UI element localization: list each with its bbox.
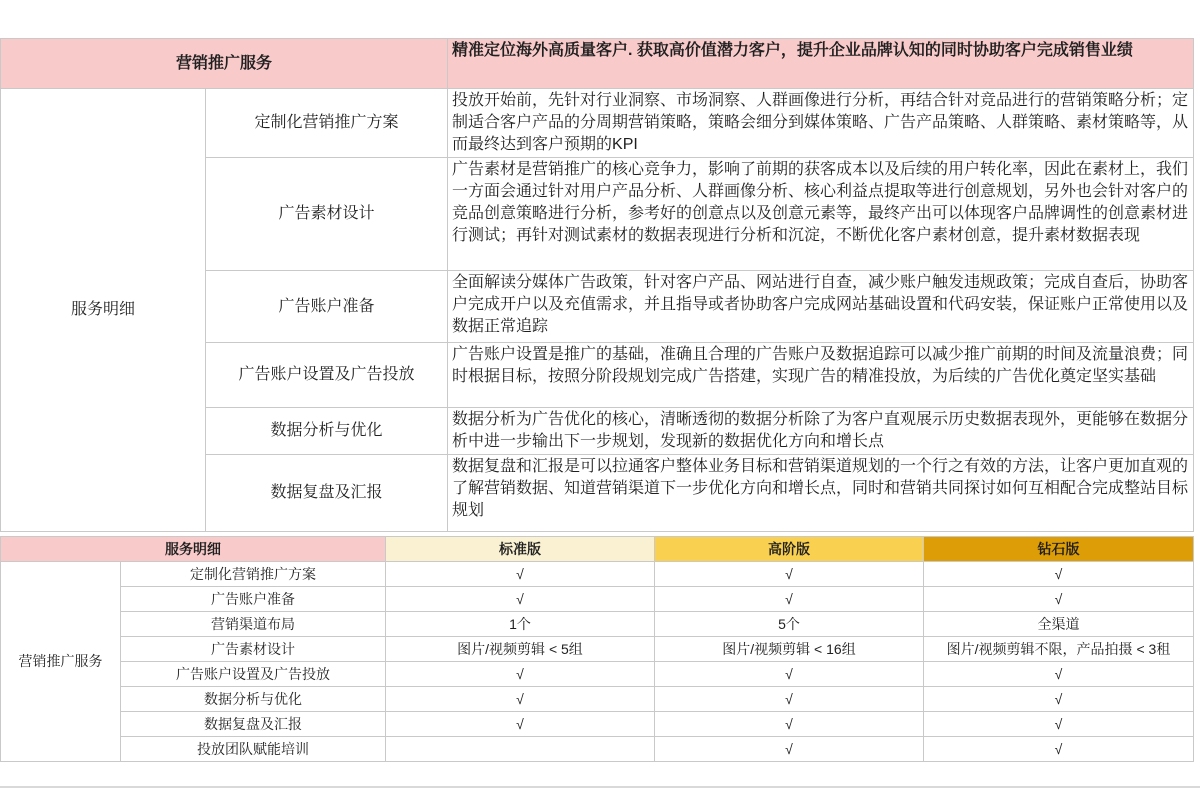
row-label-data-review: 数据复盘及汇报: [121, 712, 386, 737]
cell-advanced: √: [655, 737, 924, 762]
row-label-account-prep: 广告账户准备: [121, 587, 386, 612]
plan-header-diamond: 钻石版: [924, 537, 1194, 562]
row-label-data-analysis: 数据分析与优化: [121, 687, 386, 712]
table1-title: 营销推广服务: [1, 39, 448, 89]
service-label-creative-design: 广告素材设计: [206, 158, 448, 271]
cell-standard: √: [386, 562, 655, 587]
plan-comparison-table: [0, 536, 1194, 762]
cell-diamond: √: [924, 687, 1194, 712]
row-label-account-setup: 广告账户设置及广告投放: [121, 662, 386, 687]
service-label-account-prep: 广告账户准备: [206, 271, 448, 343]
table1-group-label: 服务明细: [1, 89, 206, 532]
cell-standard: √: [386, 662, 655, 687]
service-desc-account-prep: 全面解读分媒体广告政策，针对客户产品、网站进行自查，减少账户触发违规政策；完成自查后，协助客户完成开户以及充值需求，并且指导或者协助客户完成网站基础设置和代码安装，保证账户正常使用以及数据正常追踪: [448, 271, 1194, 343]
cell-standard: [386, 737, 655, 762]
cell-standard: √: [386, 712, 655, 737]
row-label-custom-plan: 定制化营销推广方案: [121, 562, 386, 587]
table2-title: 服务明细: [1, 537, 386, 562]
row-label-creative-design: 广告素材设计: [121, 637, 386, 662]
table2-group-label: 营销推广服务: [1, 562, 121, 762]
cell-standard: √: [386, 587, 655, 612]
cell-standard: √: [386, 687, 655, 712]
cell-advanced: 5个: [655, 612, 924, 637]
cell-advanced: √: [655, 662, 924, 687]
service-desc-custom-plan: 投放开始前，先针对行业洞察、市场洞察、人群画像进行分析，再结合针对竞品进行的营销策略分析；定制适合客户产品的分周期营销策略，策略会细分到媒体策略、广告产品策略、人群策略、素材策略等，从而最终达到客户预期的KPI: [448, 89, 1194, 158]
page-bottom-divider: [0, 786, 1200, 788]
cell-diamond: √: [924, 662, 1194, 687]
plan-header-advanced: 高阶版: [655, 537, 924, 562]
row-label-team-training: 投放团队赋能培训: [121, 737, 386, 762]
cell-diamond: √: [924, 587, 1194, 612]
cell-advanced: √: [655, 562, 924, 587]
table1-summary: 精准定位海外高质量客户. 获取高价值潜力客户，提升企业品牌认知的同时协助客户完成销售业绩: [448, 39, 1194, 89]
cell-advanced: 图片/视频剪辑 < 16组: [655, 637, 924, 662]
plan-header-standard: 标准版: [386, 537, 655, 562]
cell-standard: 1个: [386, 612, 655, 637]
cell-diamond: √: [924, 712, 1194, 737]
row-label-channel-layout: 营销渠道布局: [121, 612, 386, 637]
service-label-custom-plan: 定制化营销推广方案: [206, 89, 448, 158]
cell-diamond: 图片/视频剪辑不限，产品拍摄 < 3租: [924, 637, 1194, 662]
service-desc-account-setup: 广告账户设置是推广的基础，准确且合理的广告账户及数据追踪可以减少推广前期的时间及流量浪费；同时根据目标，按照分阶段规划完成广告搭建，实现广告的精准投放，为后续的广告优化奠定坚实基础: [448, 343, 1194, 408]
cell-diamond: √: [924, 737, 1194, 762]
cell-diamond: √: [924, 562, 1194, 587]
service-label-account-setup: 广告账户设置及广告投放: [206, 343, 448, 408]
cell-advanced: √: [655, 687, 924, 712]
service-desc-creative-design: 广告素材是营销推广的核心竞争力，影响了前期的获客成本以及后续的用户转化率，因此在素材上，我们一方面会通过针对用户产品分析、人群画像分析、核心利益点提取等进行创意规划，另外也会针对客户的竞品创意策略进行分析，参考好的创意点以及创意元素等，最终产出可以体现客户品牌调性的创意素材进行测试；再针对测试素材的数据表现进行分析和沉淀，不断优化客户素材创意，提升素材数据表现: [448, 158, 1194, 271]
service-label-data-analysis: 数据分析与优化: [206, 408, 448, 455]
service-label-data-review: 数据复盘及汇报: [206, 455, 448, 532]
cell-advanced: √: [655, 587, 924, 612]
service-detail-table: [0, 38, 1194, 532]
service-desc-data-review: 数据复盘和汇报是可以拉通客户整体业务目标和营销渠道规划的一个行之有效的方法，让客户更加直观的了解营销数据、知道营销渠道下一步优化方向和增长点，同时和营销共同探讨如何互相配合完成整站目标规划: [448, 455, 1194, 532]
service-desc-data-analysis: 数据分析为广告优化的核心，清晰透彻的数据分析除了为客户直观展示历史数据表现外，更能够在数据分析中进一步输出下一步规划，发现新的数据优化方向和增长点: [448, 408, 1194, 455]
cell-diamond: 全渠道: [924, 612, 1194, 637]
cell-advanced: √: [655, 712, 924, 737]
cell-standard: 图片/视频剪辑 < 5组: [386, 637, 655, 662]
